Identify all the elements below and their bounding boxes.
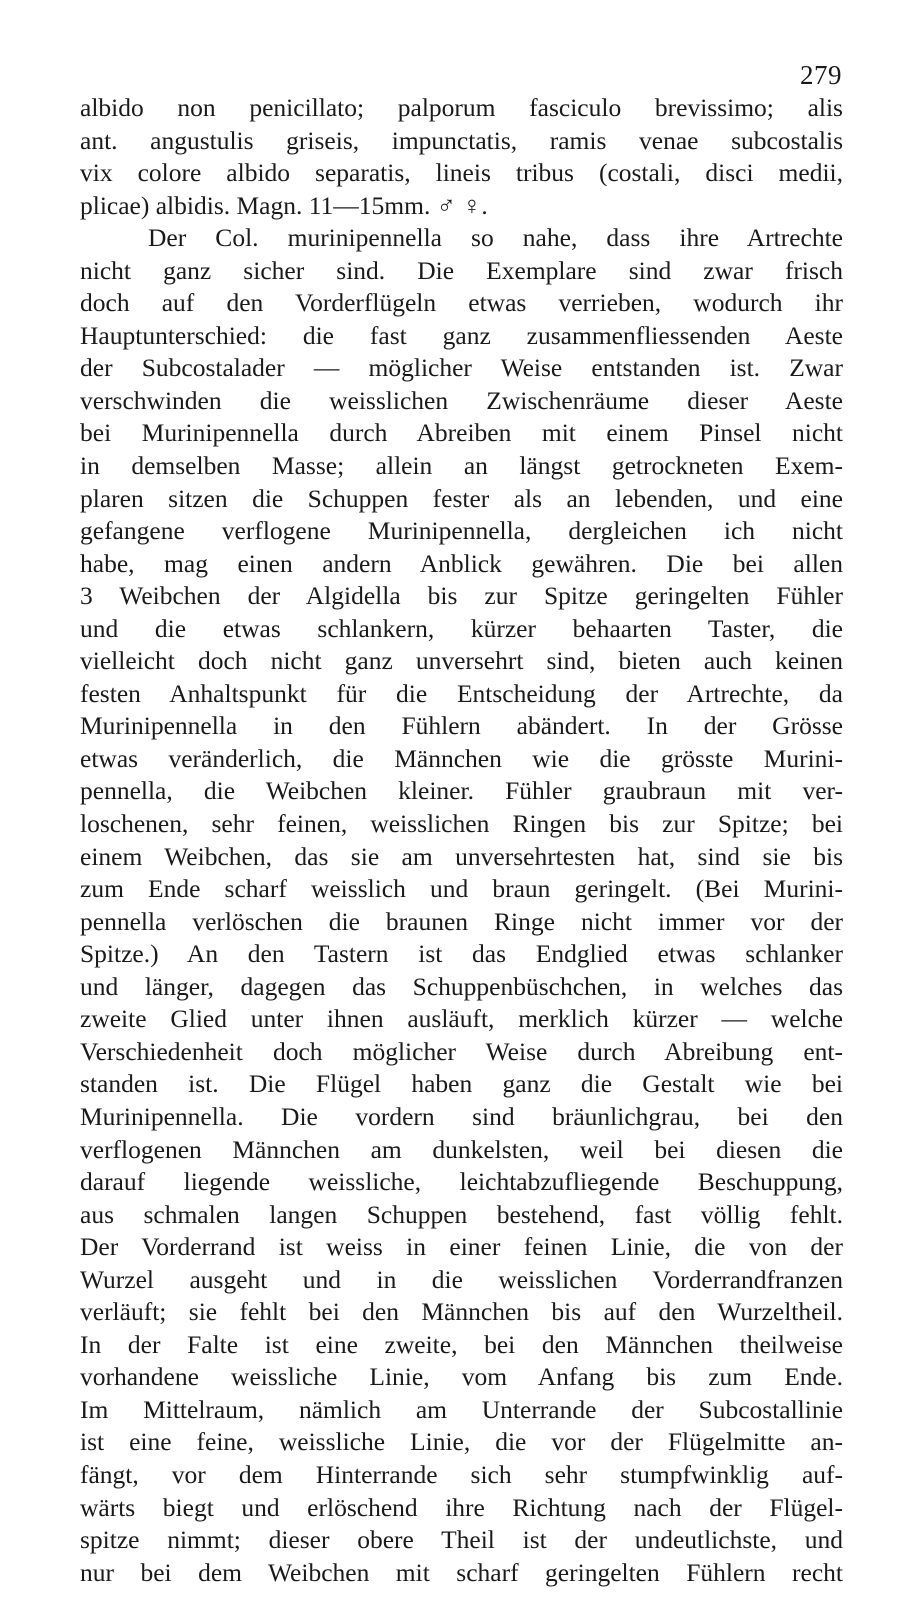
text-line: verflogenen Männchen am dunkelsten, weil bei diesen die	[80, 1134, 843, 1164]
text-line: plaren sitzen die Schuppen fester als an lebenden, und eine	[80, 483, 843, 513]
text-line: Im Mittelraum, nämlich am Unterrande der Subcostallinie	[80, 1394, 843, 1424]
text-line: einem Weibchen, das sie am unversehrtesten hat, sind sie bis	[80, 841, 843, 871]
text-line: Der Vorderrand ist weiss in einer feinen Linie, die von der	[80, 1232, 843, 1262]
text-line: 3 Weibchen der Algidella bis zur Spitze geringelten Fühler	[80, 581, 843, 611]
page-number: 279	[800, 60, 842, 90]
text-line: In der Falte ist eine zweite, bei den Männchen theilweise	[80, 1329, 843, 1359]
text-line: standen ist. Die Flügel haben ganz die Gestalt wie bei	[80, 1069, 843, 1099]
text-line: verläuft; sie fehlt bei den Männchen bis auf den Wurzeltheil.	[80, 1297, 843, 1327]
text-line: fängt, vor dem Hinterrande sich sehr stumpfwinklig auf-	[80, 1459, 843, 1489]
text-line: Spitze.) An den Tastern ist das Endglied etwas schlanker	[80, 939, 843, 969]
text-line: vorhandene weissliche Linie, vom Anfang bis zum Ende.	[80, 1362, 843, 1392]
text-line: verschwinden die weisslichen Zwischenräume dieser Aeste	[80, 385, 843, 415]
text-line: Verschiedenheit doch möglicher Weise durch Abreibung ent-	[80, 1036, 843, 1066]
text-line: zum Ende scharf weisslich und braun geringelt. (Bei Murini-	[80, 874, 843, 904]
text-line: zweite Glied unter ihnen ausläuft, merklich kürzer — welche	[80, 1004, 843, 1034]
text-line: plicae) albidis. Magn. 11—15mm. ♂ ♀.	[80, 190, 488, 220]
text-line: spitze nimmt; dieser obere Theil ist der undeutlichste, und	[80, 1525, 843, 1555]
text-line: ist eine feine, weissliche Linie, die vor der Flügelmitte an-	[80, 1427, 843, 1457]
text-line: doch auf den Vorderflügeln etwas verrieben, wodurch ihr	[80, 288, 843, 318]
text-line: Hauptunterschied: die fast ganz zusammenfliessenden Aeste	[80, 320, 843, 350]
text-line: und die etwas schlankern, kürzer behaarten Taster, die	[80, 613, 843, 643]
text-line: nur bei dem Weibchen mit scharf geringelten Fühlern recht	[80, 1557, 843, 1587]
text-line: ant. angustulis griseis, impunctatis, ramis venae subcostalis	[80, 125, 843, 155]
text-line: darauf liegende weissliche, leichtabzufliegende Beschuppung,	[80, 1167, 843, 1197]
text-line: aus schmalen langen Schuppen bestehend, fast völlig fehlt.	[80, 1199, 843, 1229]
text-line: albido non penicillato; palporum fasciculo brevissimo; alis	[80, 93, 843, 122]
text-line: nicht ganz sicher sind. Die Exemplare sind zwar frisch	[80, 255, 843, 285]
text-line: Murinipennella in den Fühlern abändert. In der Grösse	[80, 711, 843, 741]
text-line: loschenen, sehr feinen, weisslichen Ringen bis zur Spitze; bei	[80, 809, 843, 839]
text-line: habe, mag einen andern Anblick gewähren. Die bei allen	[80, 548, 843, 578]
body-text	[80, 92, 843, 1589]
text-line: Murinipennella. Die vordern sind bräunlichgrau, bei den	[80, 1101, 843, 1131]
text-line: wärts biegt und erlöschend ihre Richtung nach der Flügel-	[80, 1492, 843, 1522]
text-line: festen Anhaltspunkt für die Entscheidung der Artrechte, da	[80, 678, 843, 708]
text-line: vielleicht doch nicht ganz unversehrt sind, bieten auch keinen	[80, 646, 843, 676]
text-line: pennella, die Weibchen kleiner. Fühler graubraun mit ver-	[80, 776, 843, 806]
text-line: der Subcostalader — möglicher Weise entstanden ist. Zwar	[80, 353, 843, 383]
text-line: pennella verlöschen die braunen Ringe nicht immer vor der	[80, 906, 843, 936]
text-line: und länger, dagegen das Schuppenbüschchen, in welches das	[80, 971, 843, 1001]
paragraph-start-line: Der Col. murinipennella so nahe, dass ihre Artrechte	[148, 223, 843, 253]
text-line: Wurzel ausgeht und in die weisslichen Vorderrandfranzen	[80, 1264, 843, 1294]
text-line: bei Murinipennella durch Abreiben mit einem Pinsel nicht	[80, 418, 843, 448]
text-line: vix colore albido separatis, lineis tribus (costali, disci medii,	[80, 158, 843, 188]
text-line: etwas veränderlich, die Männchen wie die grösste Murini-	[80, 743, 843, 773]
text-line: gefangene verflogene Murinipennella, dergleichen ich nicht	[80, 516, 843, 546]
text-line: in demselben Masse; allein an längst getrockneten Exem-	[80, 451, 843, 481]
